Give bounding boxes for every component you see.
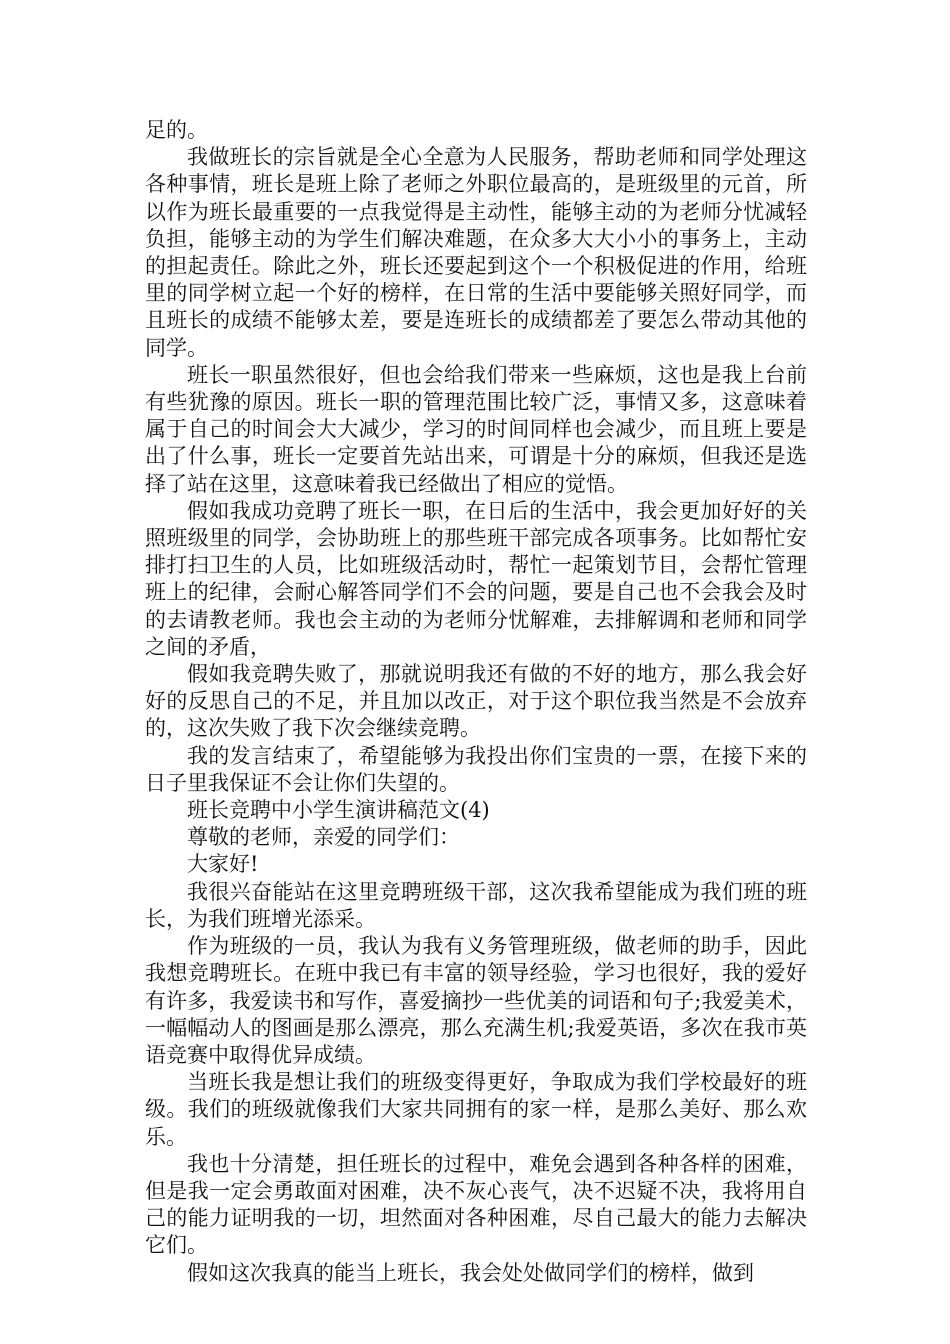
- salutation: 尊敬的老师，亲爱的同学们：: [187, 825, 460, 850]
- paragraph-promise: 假如这次我真的能当上班长，我会处处做同学们的榜样，做到: [187, 1260, 754, 1285]
- paragraph-intro: 我很兴奋能站在这里竞聘班级干部，这次我希望能成为我们班的班长，为我们班增光添采。: [145, 879, 807, 931]
- paragraph-if-fail: 假如我竞聘失败了，那就说明我还有做的不好的地方，那么我会好好的反思自己的不足，并且加以改正，对于这个职位我当然是不会放弃的，这次失败了我下次会继续竞聘。: [145, 662, 807, 741]
- paragraph-if-success: 假如我成功竞聘了班长一职，在日后的生活中，我会更加好好的关照班级里的同学，会协助班上的那些班干部完成各项事务。比如帮忙安排打扫卫生的人员，比如班级活动时，帮忙一起策划节目，会帮忙管理班上的纪律，会耐心解答同学们不会的问题，要是自己也不会我会及时的去请教老师。我也会主动的为老师分忧解难，去排解调和老师和同学之间的矛盾，: [145, 498, 807, 659]
- paragraph-closing: 我的发言结束了，希望能够为我投出你们宝贵的一票，在接下来的日子里我保证不会让你们失望的。: [145, 743, 807, 795]
- document-body: [145, 117, 807, 1287]
- paragraph-motivation: 当班长我是想让我们的班级变得更好，争取成为我们学校最好的班级。我们的班级就像我们大家共同拥有的家一样，是那么美好、那么欢乐。: [145, 1070, 807, 1149]
- paragraph-qualifications: 作为班级的一员，我认为我有义务管理班级，做老师的助手，因此我想竞聘班长。在班中我已有丰富的领导经验，学习也很好，我的爱好有许多，我爱读书和写作，喜爱摘抄一些优美的词语和句子;我爱美术，一幅幅动人的图画是那么漂亮，那么充满生机;我爱英语，多次在我市英语竞赛中取得优异成绩。: [145, 934, 807, 1067]
- paragraph-trouble: 班长一职虽然很好，但也会给我们带来一些麻烦，这也是我上台前有些犹豫的原因。班长一职的管理范围比较广泛，事情又多，这意味着属于自己的时间会大大减少，学习的时间同样也会减少，而且班上要是出了什么事，班长一定要首先站出来，可谓是十分的麻烦，但我还是选择了站在这里，这意味着我已经做出了相应的觉悟。: [145, 362, 807, 496]
- paragraph-purpose: 我做班长的宗旨就是全心全意为人民服务，帮助老师和同学处理这各种事情，班长是班上除了老师之外职位最高的，是班级里的元首，所以作为班长最重要的一点我觉得是主动性，能够主动的为老师分忧减轻负担，能够主动的为学生们解决难题，在众多大大小小的事务上，主动的担起责任。除此之外，班长还要起到这个一个积极促进的作用，给班里的同学树立起一个好的榜样，在日常的生活中要能够关照好同学，而且班长的成绩不能够太差，要是连班长的成绩都差了要怎么带动其他的同学。: [145, 145, 807, 360]
- paragraph-continuation: 足的。: [145, 118, 208, 142]
- paragraph-difficulties: 我也十分清楚，担任班长的过程中，难免会遇到各种各样的困难，但是我一定会勇敢面对困难，决不灰心丧气，决不迟疑不决，我将用自己的能力证明我的一切，坦然面对各种困难，尽自己最大的能力去解决它们。: [145, 1151, 807, 1258]
- section-title: 班长竞聘中小学生演讲稿范文(4): [187, 798, 490, 823]
- greeting: 大家好!: [187, 852, 259, 877]
